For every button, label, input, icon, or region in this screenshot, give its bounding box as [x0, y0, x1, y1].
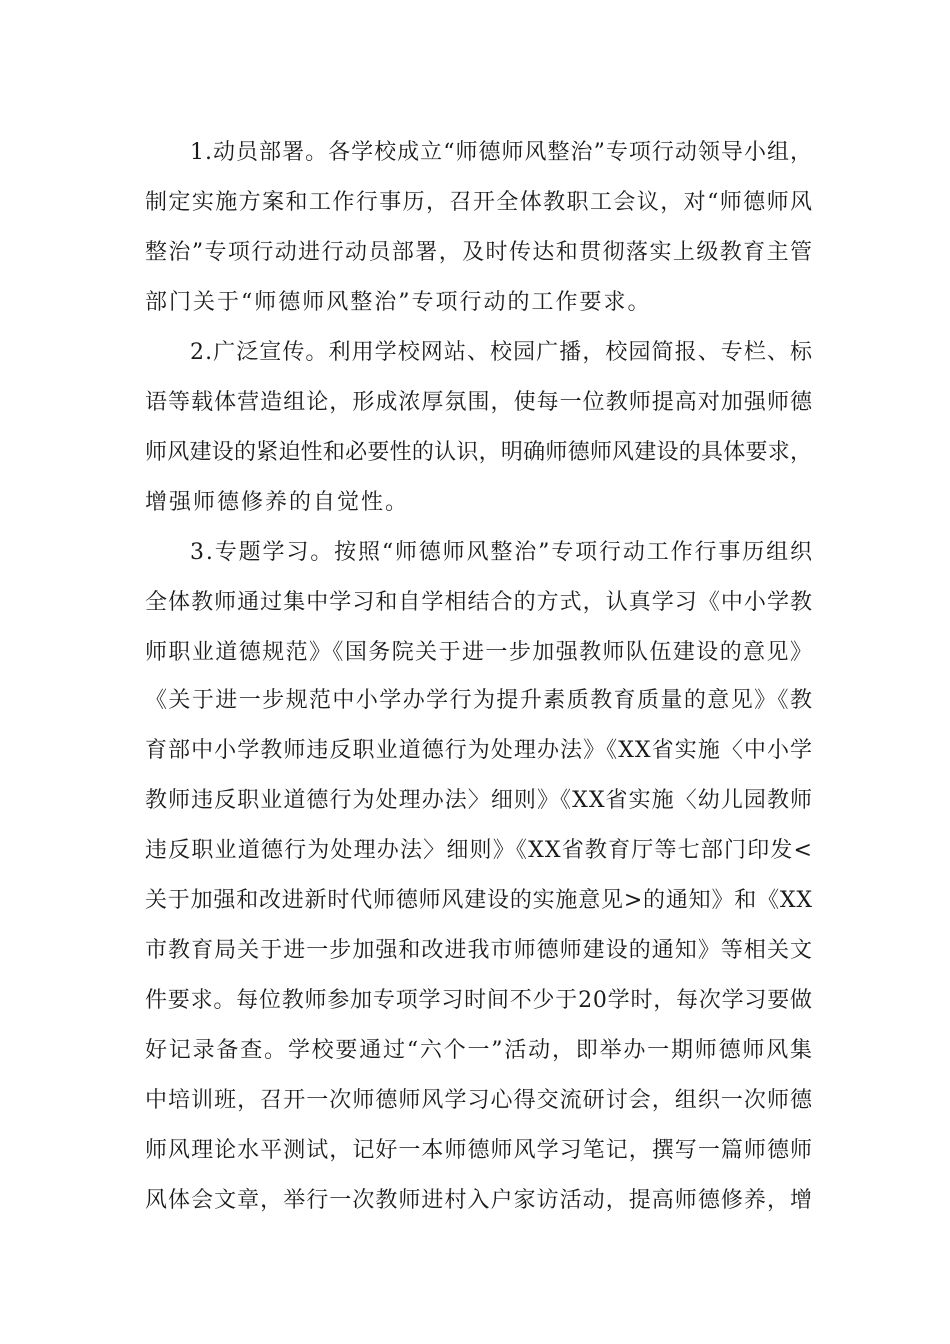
text-line-content: 违反职业道德行为处理办法〉细则》《XX省教育厅等七部门印发<	[145, 838, 814, 863]
text-line	[0, 583, 950, 623]
text-line	[0, 233, 950, 273]
text-line-content: 市教育局关于进一步加强和改进我市师德师建设的通知》等相关文	[145, 938, 814, 963]
text-line-content: 2.广泛宣传。利用学校网站、校园广播，校园简报、专栏、标	[190, 340, 814, 365]
text-line-content: 教师违反职业道德行为处理办法〉细则》《XX省实施〈幼儿园教师	[145, 788, 814, 813]
text-line	[0, 731, 950, 771]
text-line	[0, 681, 950, 721]
text-line-content: 语等载体营造组论，形成浓厚氛围，使每一位教师提高对加强师德	[145, 390, 814, 415]
text-line	[0, 333, 950, 373]
text-line-content: 全体教师通过集中学习和自学相结合的方式，认真学习《中小学教	[145, 590, 814, 615]
text-line-content: 增强师德修养的自觉性。	[145, 490, 410, 515]
text-line	[0, 1031, 950, 1071]
text-line	[0, 781, 950, 821]
text-line-content: 3.专题学习。按照“师德师风整治”专项行动工作行事历组织	[190, 540, 814, 565]
text-line-content: 《关于进一步规范中小学办学行为提升素质教育质量的意见》《教	[145, 688, 814, 713]
text-line	[0, 831, 950, 871]
text-line	[0, 483, 950, 523]
text-line	[0, 881, 950, 921]
text-line	[0, 981, 950, 1021]
text-line-content: 师职业道德规范》《国务院关于进一步加强教师队伍建设的意见》	[145, 640, 814, 665]
text-line	[0, 433, 950, 473]
text-line-content: 风体会文章，举行一次教师进村入户家访活动，提高师德修养，增	[145, 1188, 814, 1213]
text-line-content: 关于加强和改进新时代师德师风建设的实施意见>的通知》和《XX	[145, 888, 813, 913]
text-line-content: 育部中小学教师违反职业道德行为处理办法》《XX省实施〈中小学	[145, 738, 814, 763]
text-line-content: 件要求。每位教师参加专项学习时间不少于20学时，每次学习要做	[145, 988, 813, 1013]
text-line	[0, 133, 950, 173]
text-line	[0, 1131, 950, 1171]
text-line	[0, 183, 950, 223]
text-line-content: 师风理论水平测试，记好一本师德师风学习笔记，撰写一篇师德师	[145, 1138, 814, 1163]
text-line-content: 好记录备查。学校要通过“六个一”活动，即举办一期师德师风集	[145, 1038, 814, 1063]
text-line	[0, 283, 950, 323]
text-line-content: 整治”专项行动进行动员部署，及时传达和贯彻落实上级教育主管	[145, 240, 814, 265]
text-line-content: 中培训班，召开一次师德师风学习心得交流研讨会，组织一次师德	[145, 1088, 814, 1113]
text-line-content: 1.动员部署。各学校成立“师德师风整治”专项行动领导小组，	[190, 140, 814, 165]
text-line	[0, 1081, 950, 1121]
text-line	[0, 1181, 950, 1221]
text-line	[0, 931, 950, 971]
text-line	[0, 533, 950, 573]
text-line	[0, 383, 950, 423]
text-line-content: 部门关于“师德师风整治”专项行动的工作要求。	[145, 290, 652, 315]
text-line-content: 制定实施方案和工作行事历，召开全体教职工会议，对“师德师风	[145, 190, 814, 215]
text-line-content: 师风建设的紧迫性和必要性的认识，明确师德师风建设的具体要求，	[145, 440, 813, 465]
text-line	[0, 633, 950, 673]
